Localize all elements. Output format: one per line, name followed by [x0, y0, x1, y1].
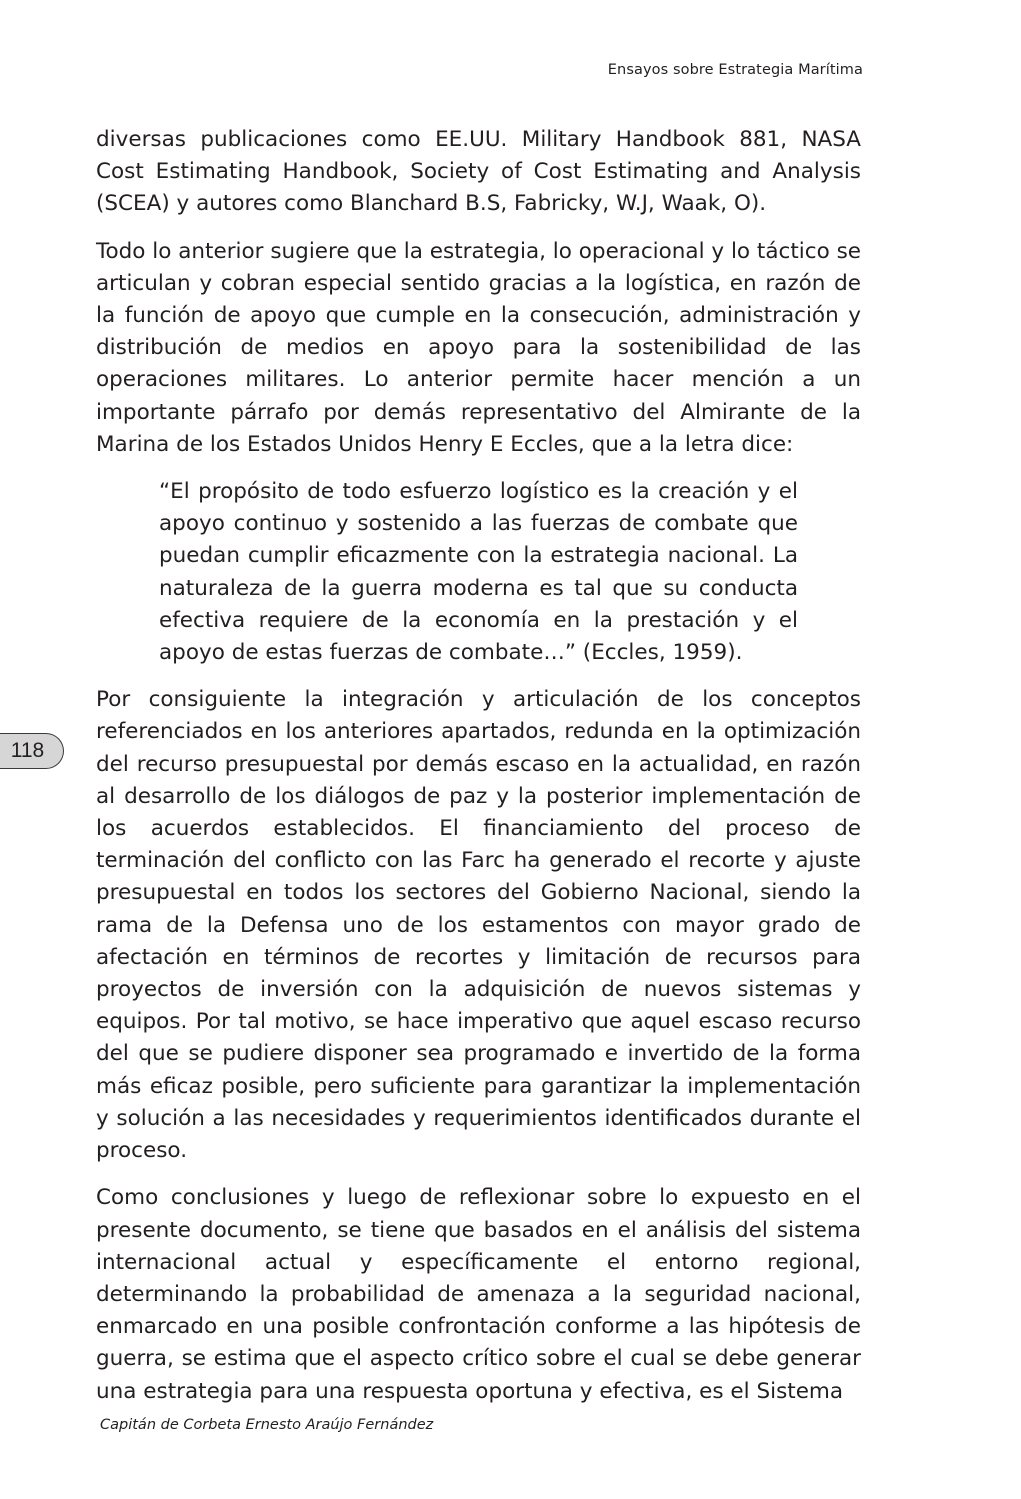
paragraph-2: Todo lo anterior sugiere que la estrategia, lo operacional y lo táctico se articulan y cobran especial sentido gracias a la logística, en razón de la función de apoyo que cumple en la consecución, administración y distribución de medios en apoyo para la sostenibilidad de las operaciones militares. Lo anterior permite hacer mención a un importante párrafo por demás representativo del Almirante de la Marina de los Estados Unidos Henry E Eccles, que a la letra dice: [96, 238, 861, 457]
paragraph-1: diversas publicaciones como EE.UU. Military Handbook 881, NASA Cost Estimating Handbook, Society of Cost Estimating and Analysis (SCEA) y autores como Blanchard B.S, Fabricky, W.J, Waak, O). [96, 127, 861, 217]
block-quote: “El propósito de todo esfuerzo logístico es la creación y el apoyo continuo y sostenido a las fuerzas de combate que puedan cumplir eficazmente con la estrategia nacional. La naturaleza de la guerra moderna es tal que su conducta efectiva requiere de la economía en la prestación y el apoyo de estas fuerzas de combate…” (Eccles, 1959). [159, 479, 798, 666]
running-header: Ensayos sobre Estrategia Marítima [607, 62, 863, 78]
paragraph-3: Por consiguiente la integración y articulación de los conceptos referenciados en los anteriores apartados, redunda en la optimización del recurso presupuestal por demás escaso en la actualidad, en razón al desarrollo de los diálogos de paz y la posterior implementación de los acuerdos establecidos. El financiamiento del proceso de terminación del conflicto con las Farc ha generado el recorte y ajuste presupuestal en todos los sectores del Gobierno Nacional, siendo la rama de la Defensa uno de los estamentos con mayor grado de afectación en términos de recortes y limitación de recursos para proyectos de inversión con la adquisición de nuevos sistemas y equipos. Por tal motivo, se hace imperativo que aquel escaso recurso del que se pudiere disponer sea programado e invertido de la forma más eficaz posible, pero suficiente para garantizar la implementación y solución a las necesidades y requerimientos identificados durante el proceso. [96, 687, 861, 1164]
page-number-tab [0, 733, 64, 769]
page-number: 118 [10, 739, 45, 762]
paragraph-4: Como conclusiones y luego de reflexionar sobre lo expuesto en el presente documento, se tiene que basados en el análisis del sistema internacional actual y específicamente el entorno regional, determinando la probabilidad de amenaza a la seguridad nacional, enmarcado en una posible confrontación conforme a las hipótesis de guerra, se estima que el aspecto crítico sobre el cual se debe generar una estrategia para una respuesta oportuna y efectiva, es el Sistema [96, 1185, 861, 1404]
body-text [96, 124, 861, 1423]
running-footer: Capitán de Corbeta Ernesto Araújo Fernández [100, 1417, 434, 1433]
